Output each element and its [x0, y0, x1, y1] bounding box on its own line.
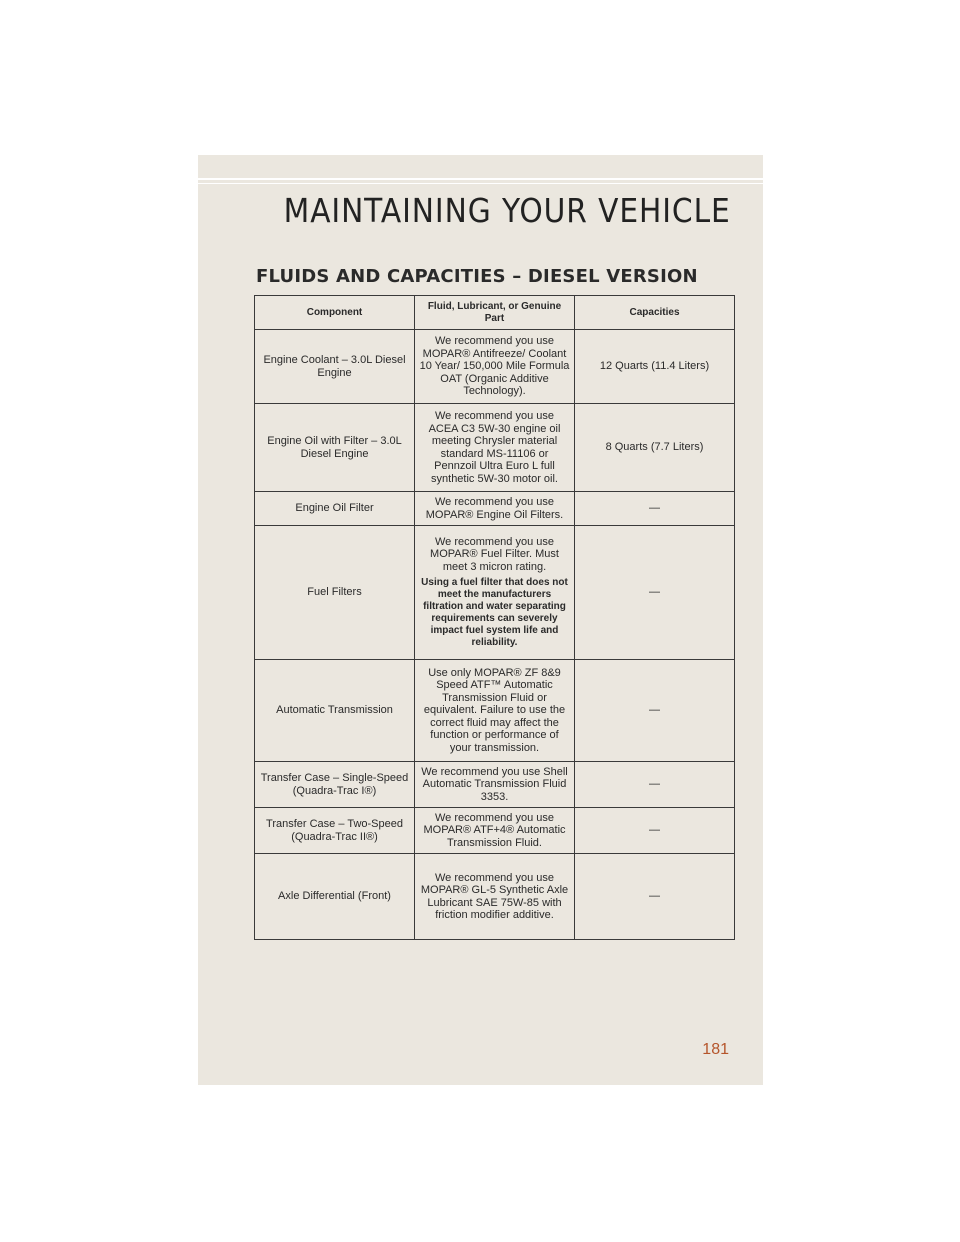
capacity-cell: —	[575, 526, 735, 660]
component-cell: Engine Oil Filter	[255, 492, 415, 526]
chapter-title: MAINTAINING YOUR VEHICLE	[283, 191, 731, 230]
component-cell: Engine Coolant – 3.0L Diesel Engine	[255, 330, 415, 404]
fluid-cell: We recommend you use MOPAR® Engine Oil Filters.	[415, 492, 575, 526]
page-number: 181	[702, 1041, 729, 1058]
header-component: Component	[255, 296, 415, 330]
manual-page	[198, 155, 763, 1085]
component-cell: Fuel Filters	[255, 526, 415, 660]
capacity-cell: 12 Quarts (11.4 Liters)	[575, 330, 735, 404]
component-cell: Engine Oil with Filter – 3.0L Diesel Engine	[255, 404, 415, 492]
table-header-row	[255, 296, 735, 330]
table-row	[255, 808, 735, 854]
table-row	[255, 762, 735, 808]
table-row	[255, 526, 735, 660]
table-row	[255, 492, 735, 526]
capacity-cell: 8 Quarts (7.7 Liters)	[575, 404, 735, 492]
fluid-cell: We recommend you use MOPAR® GL-5 Synthetic Axle Lubricant SAE 75W-85 with friction modifier additive.	[415, 854, 575, 940]
header-rule-thin	[198, 183, 763, 184]
component-cell: Transfer Case – Two-Speed (Quadra-Trac II®)	[255, 808, 415, 854]
section-title: FLUIDS AND CAPACITIES – DIESEL VERSION	[256, 266, 698, 287]
fluids-capacities-table	[254, 295, 735, 940]
fluid-cell: We recommend you use MOPAR® ATF+4® Automatic Transmission Fluid.	[415, 808, 575, 854]
component-cell: Automatic Transmission	[255, 660, 415, 762]
capacity-cell: —	[575, 660, 735, 762]
capacity-cell: —	[575, 762, 735, 808]
component-cell: Axle Differential (Front)	[255, 854, 415, 940]
table-row	[255, 854, 735, 940]
header-rule	[198, 178, 763, 180]
table-row	[255, 660, 735, 762]
fluid-cell: We recommend you use Shell Automatic Transmission Fluid 3353.	[415, 762, 575, 808]
capacity-cell: —	[575, 492, 735, 526]
table-row	[255, 404, 735, 492]
component-cell: Transfer Case – Single-Speed (Quadra-Trac I®)	[255, 762, 415, 808]
capacity-cell: —	[575, 854, 735, 940]
header-fluid: Fluid, Lubricant, or Genuine Part	[415, 296, 575, 330]
header-capacities: Capacities	[575, 296, 735, 330]
fluid-cell: We recommend you use ACEA C3 5W-30 engine oil meeting Chrysler material standard MS-11106 or Pennzoil Ultra Euro L full synthetic 5W-30 motor oil.	[415, 404, 575, 492]
capacity-cell: —	[575, 808, 735, 854]
fluid-cell: Use only MOPAR® ZF 8&9 Speed ATF™ Automatic Transmission Fluid or equivalent. Failure to use the correct fluid may affect the function or performance of your transmission.	[415, 660, 575, 762]
fluid-cell: We recommend you use MOPAR® Antifreeze/ Coolant 10 Year/ 150,000 Mile Formula OAT (Organic Additive Technology).	[415, 330, 575, 404]
table-row	[255, 330, 735, 404]
fluid-cell	[415, 526, 575, 660]
fluid-text: We recommend you use MOPAR® Fuel Filter. Must meet 3 micron rating.	[430, 535, 559, 573]
fuel-filter-warning: Using a fuel filter that does not meet the manufacturers filtration and water separating requirements can severely impact fuel system life and reliability.	[421, 577, 568, 649]
